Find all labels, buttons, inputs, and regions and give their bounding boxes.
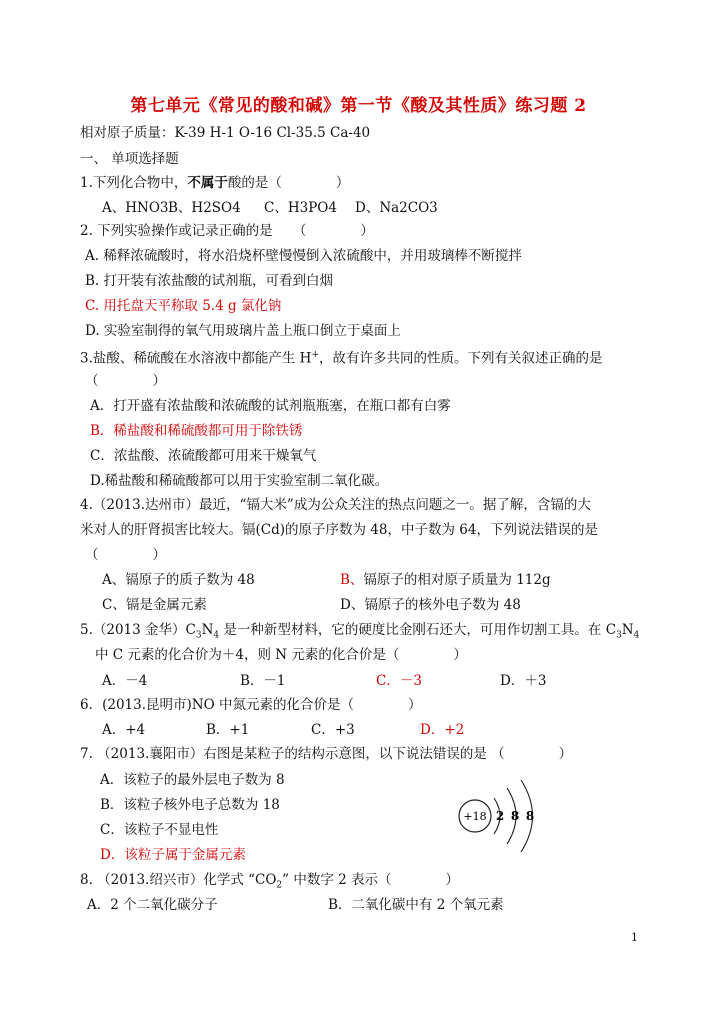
q5-sub-4: 4 <box>633 630 640 641</box>
q1-option-b: B、H2SO4 <box>168 200 241 216</box>
q5-option-c: C．－3 <box>376 673 422 689</box>
q3-option-d: D.稀盐酸和稀硫酸都可以用于实验室制二氧化碳。 <box>90 473 389 489</box>
q3-answer-paren: （ ） <box>85 373 166 389</box>
q7-option-c: C．该粒子不显电性 <box>100 822 219 838</box>
question-4-line-1: 4.（2013.达州市）最近，“镉大米”成为公众关注的热点问题之一。据了解，含镉的大 <box>80 497 591 513</box>
atom-structure-diagram <box>452 772 562 862</box>
q5-option-a: A．－4 <box>102 673 148 689</box>
q4-answer-paren: （ ） <box>85 547 166 563</box>
q5-sub-3: 3 <box>616 630 622 641</box>
q6-option-a: A．+4 <box>102 722 146 738</box>
q6-option-b: B．+1 <box>206 722 250 738</box>
question-2-stem: 2. 下列实验操作或记录正确的是 （ ） <box>80 223 374 239</box>
page-number: 1 <box>631 931 638 944</box>
q8-sub: 2 <box>276 880 283 891</box>
shell-1-electrons: 2 <box>495 809 505 823</box>
question-8-stem <box>80 871 459 895</box>
page-title: 第七单元《常见的酸和碱》第一节《酸及其性质》练习题 2 <box>130 96 587 116</box>
q3-option-c: C．浓盐酸、浓硫酸都可用来干燥氧气 <box>90 448 317 464</box>
q5-option-d: D．＋3 <box>500 673 547 689</box>
q4-option-b-text: 镉原子的相对原子质量为 112g <box>363 572 551 588</box>
q1-option-d: D、Na2CO3 <box>355 200 438 216</box>
q3-stem-sup: + <box>311 350 319 360</box>
q5-sub-1: 3 <box>195 630 202 641</box>
section-heading: 一、 单项选择题 <box>80 151 179 167</box>
shell-2-electrons: 8 <box>510 809 520 823</box>
question-4-line-2: 米对人的肝肾损害比较大。镉(Cd)的原子序数为 48，中子数为 64，下列说法错误的是 <box>80 522 598 538</box>
q4-option-c: C、镉是金属元素 <box>102 597 207 613</box>
q3-option-b: B．稀盐酸和稀硫酸都可用于除铁锈 <box>90 423 303 439</box>
q1-stem-pre: 1.下列化合物中， <box>80 175 188 191</box>
q4-option-a: A、镉原子的质子数为 48 <box>102 572 255 588</box>
q4-option-b-letter: B、 <box>340 572 364 588</box>
q7-option-a: A．该粒子的最外层电子数为 8 <box>100 772 285 788</box>
nucleus-charge: +18 <box>463 810 487 823</box>
q3-option-a: A．打开盛有浓盐酸和浓硫酸的试剂瓶瓶塞，在瓶口都有白雾 <box>90 398 451 414</box>
question-5-line-2: 中 C 元素的化合价为＋4，则 N 元素的化合价是（ ） <box>95 647 467 663</box>
question-6-stem: 6．(2013.昆明市)NO 中氮元素的化合价是（ ） <box>80 697 422 713</box>
question-5-line-1 <box>80 621 639 645</box>
question-3-stem <box>80 346 603 368</box>
q4-option-d: D、镉原子的核外电子数为 48 <box>340 597 521 613</box>
question-7-stem: 7. （2013.襄阳市）右图是某粒子的结构示意图，以下说法错误的是 （ ） <box>80 746 573 762</box>
q1-option-a: A、HNO3 <box>102 200 169 216</box>
q6-option-c: C．+3 <box>311 722 355 738</box>
q2-option-a: A. 稀释浓硫酸时，将水沿烧杯壁慢慢倒入浓硫酸中，并用玻璃棒不断搅拌 <box>85 248 522 264</box>
q1-stem-bold: 不属于 <box>187 175 228 191</box>
q5-text-d: N <box>621 622 634 638</box>
q7-option-b: B．该粒子核外电子总数为 18 <box>100 797 280 813</box>
shell-3-electrons: 8 <box>525 809 535 823</box>
q8-stem-post: ” 中数字 2 表示（ ） <box>282 872 460 888</box>
atomic-mass-line: 相对原子质量：K-39 H-1 O-16 Cl-35.5 Ca-40 <box>80 125 371 141</box>
q4-option-b <box>340 571 551 589</box>
q5-sub-2: 4 <box>213 630 220 641</box>
q5-text-b: N <box>201 622 214 638</box>
q2-option-d: D. 实验室制得的氧气用玻璃片盖上瓶口倒立于桌面上 <box>85 323 401 339</box>
q6-option-d: D．+2 <box>420 722 465 738</box>
q2-option-c: C. 用托盘天平称取 5.4 g 氯化钠 <box>85 298 282 314</box>
q3-stem-post: ，故有许多共同的性质。下列有关叙述正确的是 <box>319 350 603 367</box>
q8-option-b: B．二氧化碳中有 2 个氧元素 <box>328 897 504 913</box>
question-1-stem <box>80 174 349 192</box>
q8-option-a: A．2 个二氧化碳分子 <box>87 897 218 913</box>
q3-stem-pre: 3.盐酸、稀硫酸在水溶液中都能产生 H <box>80 350 312 367</box>
q5-text-a: 5.（2013 金华）C <box>80 622 196 638</box>
q2-option-b: B. 打开装有浓盐酸的试剂瓶，可看到白烟 <box>85 273 334 289</box>
q8-stem-pre: 8. （2013.绍兴市）化学式 “CO <box>80 872 277 888</box>
q1-option-c: C、H3PO4 <box>264 200 337 216</box>
q7-option-d: D．该粒子属于金属元素 <box>100 847 246 863</box>
q1-stem-post: 酸的是（ ） <box>227 175 350 191</box>
q5-text-c: 是一种新型材料，它的硬度比金刚石还大，可用作切割工具。在 C <box>219 622 617 638</box>
q5-option-b: B．－1 <box>240 673 286 689</box>
